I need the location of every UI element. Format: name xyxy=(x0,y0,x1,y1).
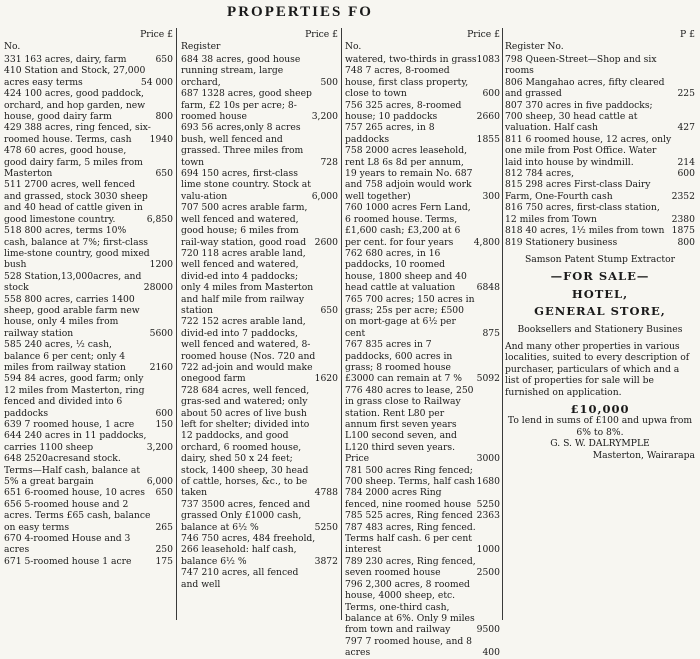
listing-price: 3872 xyxy=(314,555,338,567)
listing-text: 671 5-roomed house 1 acre xyxy=(4,555,132,567)
loan-amount: £10,000 xyxy=(570,401,630,416)
listing-text: 331 163 acres, dairy, farm xyxy=(4,54,127,65)
listing-item xyxy=(505,168,695,179)
listing-text: 670 4-roomed House and 3 acres xyxy=(4,533,131,556)
listing-text: 819 Stationery business xyxy=(505,236,618,248)
listing-item xyxy=(345,385,500,453)
column-header xyxy=(4,30,173,54)
listing-text: 781 500 acres Ring fenced; 700 sheep. Terms, half cash xyxy=(345,464,476,488)
listing-price: 2660 xyxy=(476,111,500,123)
header-price: Price £ xyxy=(305,29,338,40)
listing-text: 722 152 acres arable land, divid-ed into 7 paddocks, well fenced and watered, 8-roomed house (Nos. 720 and 722 ad-join and would make onegood farm xyxy=(181,316,316,385)
listing-item xyxy=(4,294,173,340)
column-3 xyxy=(345,29,500,659)
listing-text: 518 800 acres, terms 10% cash, balance at 7%; first-class lime-stone country, good mixed bush xyxy=(4,225,150,271)
listing-item xyxy=(345,145,500,202)
listing-text: 746 750 acres, 484 freehold, 266 leasehold: half cash, balance 6½ % xyxy=(181,533,316,567)
listing-price: 9500 xyxy=(476,624,500,636)
listing-text: 784 2000 acres Ring fenced, nine roomed house xyxy=(345,487,472,510)
listing-item xyxy=(4,556,173,567)
listing-price: 2160 xyxy=(149,361,173,373)
listing-item xyxy=(181,499,338,533)
listing-price: 1620 xyxy=(314,373,338,385)
listing-item xyxy=(181,385,338,499)
listing-item xyxy=(505,225,695,236)
listing-item xyxy=(345,248,500,294)
listing-text: 787 483 acres, Ring fenced. Terms half cash. 6 per cent interest xyxy=(345,521,476,556)
listing-price: 4,800 xyxy=(473,236,500,248)
header-price: P £ xyxy=(680,29,695,40)
listing-item xyxy=(181,316,338,384)
listing-price: 5250 xyxy=(476,498,500,510)
listing-price: 175 xyxy=(155,555,173,567)
listing-price: 650 xyxy=(155,54,173,65)
header-no: Register No. xyxy=(505,40,564,52)
column-header xyxy=(505,30,695,54)
listing-price: 1680 xyxy=(476,476,500,488)
listing-item xyxy=(181,533,338,567)
listings xyxy=(505,54,695,248)
column-header xyxy=(345,30,500,54)
listing-item xyxy=(4,419,173,430)
listing-text: 757 265 acres, in 8 paddocks xyxy=(345,122,435,145)
stump-extractor-ad: Samson Patent Stump Extractor xyxy=(524,253,676,265)
header-no: No. xyxy=(345,40,362,52)
listing-item xyxy=(345,122,500,145)
listing-item xyxy=(345,465,500,488)
listing-price: 600 xyxy=(482,88,500,100)
listing-text: 639 7 roomed house, 1 acre xyxy=(4,419,135,430)
listing-item xyxy=(345,453,500,464)
listing-price: 2363 xyxy=(476,510,500,522)
listing-item xyxy=(345,522,500,556)
listing-item xyxy=(4,145,173,179)
listing-text: 720 118 acres arable land, well fenced and watered, divid-ed into 4 paddocks; only 4 miles from Masterton and half mile from railway station xyxy=(181,247,314,316)
listing-item xyxy=(181,54,338,88)
listing-text: 756 325 acres, 8-roomed house; 10 paddocks xyxy=(345,99,462,123)
listing-price: 500 xyxy=(320,76,338,88)
column-1 xyxy=(4,30,173,620)
listing-price: 800 xyxy=(677,236,695,248)
listing-item xyxy=(181,567,338,590)
many-other-properties: And many other properties in various localities, suited to every description of purchaser, particulars of which and a list of properties for sale will be furnished on application. xyxy=(505,340,690,398)
header-price: Price £ xyxy=(140,29,173,40)
listing-price: 6,850 xyxy=(146,213,173,225)
booksellers-line: Booksellers and Stationery Busines xyxy=(517,323,683,335)
listing-price: 225 xyxy=(677,88,695,100)
listing-text: 528 Station,13,000acres, and stock xyxy=(4,270,142,294)
listing-text: 815 298 acres First-class Dairy Farm, One-Fourth cash xyxy=(505,179,651,202)
listing-text: 811 6 roomed house, 12 acres, only one mile from Post Office. Water laid into house by windmill. xyxy=(505,133,672,168)
listing-price: 2352 xyxy=(671,190,695,202)
listing-price: 1940 xyxy=(149,133,173,145)
listing-price: 600 xyxy=(677,168,695,180)
listing-text: 762 680 acres, in 16 paddocks, 10 roomed house, 1800 sheep and 40 head cattle at valuation xyxy=(345,247,467,294)
listing-price: 1855 xyxy=(476,133,500,145)
listing-price: 5250 xyxy=(314,521,338,533)
listing-text: 478 60 acres, good house, good dairy farm, 5 miles from Masterton xyxy=(4,145,143,180)
listing-item xyxy=(345,579,500,636)
listing-item xyxy=(4,225,173,271)
listing-price: 650 xyxy=(320,304,338,316)
listing-item xyxy=(181,248,338,316)
for-sale-heading: —FOR SALE— xyxy=(550,269,650,284)
listing-text: 511 2700 acres, well fenced and grassed, stock 3030 sheep and 40 head of cattle given in good limestone country. xyxy=(4,179,148,225)
listing-item xyxy=(4,179,173,225)
listing-price: 6,000 xyxy=(146,476,173,488)
listing-text: 644 240 acres in 11 paddocks, carries 1100 sheep xyxy=(4,430,147,453)
page-title: PROPERTIES FO xyxy=(227,4,373,20)
agent-name: G. S. W. DALRYMPLE xyxy=(550,438,650,450)
listing-text: 707 500 acres arable farm, well fenced and watered, good house; 6 miles from rail-way station, good road xyxy=(181,202,308,248)
listing-item xyxy=(505,179,695,202)
listing-text: 812 784 acres, xyxy=(505,168,575,180)
listing-text: 585 240 acres, ½ cash, balance 6 per cent; only 4 miles from railway station xyxy=(4,339,126,373)
listing-item xyxy=(181,202,338,248)
listing-item xyxy=(4,122,173,145)
listing-text: 789 230 acres, Ring fenced, seven roomed house xyxy=(345,555,476,579)
listing-item xyxy=(181,88,338,122)
column-header xyxy=(181,30,338,54)
listings xyxy=(4,54,173,567)
listing-text: 776 480 acres to lease, 250 in grass close to Railway station. Rent L80 per annum first seven years L100 second seven, and L120 third seven years. xyxy=(345,384,474,453)
listing-item xyxy=(345,556,500,579)
column-2 xyxy=(181,30,338,620)
listing-item xyxy=(4,453,173,487)
listing-text: 797 7 roomed house, and 8 acres xyxy=(345,635,473,659)
listing-text: 684 38 acres, good house running stream, large orchard, xyxy=(181,54,301,88)
listing-item xyxy=(4,88,173,122)
listing-price: 3000 xyxy=(476,453,500,465)
listing-text: 818 40 acres, 1½ miles from town xyxy=(505,225,665,237)
listing-item xyxy=(345,202,500,248)
listing-item xyxy=(345,636,500,659)
listing-price: 5600 xyxy=(149,327,173,339)
listing-item xyxy=(4,339,173,373)
listing-price: 2380 xyxy=(671,213,695,225)
listing-price: 4788 xyxy=(314,487,338,499)
agent-location: Masterton, Wairarapa xyxy=(592,449,695,461)
listing-item xyxy=(505,134,695,168)
listing-price: 1200 xyxy=(149,259,173,271)
listing-item xyxy=(345,339,500,385)
header-no: No. xyxy=(4,40,21,52)
listing-text: 410 Station and Stock, 27,000 acres easy terms xyxy=(4,65,146,88)
listing-item xyxy=(4,430,173,453)
listing-price: 3,200 xyxy=(146,441,173,453)
listing-price: 54 000 xyxy=(140,76,173,88)
listing-item xyxy=(505,237,695,248)
listing-price: 400 xyxy=(482,647,500,659)
listing-item xyxy=(505,100,695,134)
listing-text: 765 700 acres; 150 acres in grass; 25s per acre; £500 on mort-gage at 6½ per cent xyxy=(345,293,475,339)
listing-price: 600 xyxy=(155,407,173,419)
listing-text: 728 684 acres, well fenced, gras-sed and watered; only about 50 acres of live bush left for shelter; divided into 12 paddocks, and good orchard, 6 roomed house, dairy, shed 50 x 24 feet; stock, 1400 sheep, 30 head of cattle, horses, &c., to be taken xyxy=(181,384,310,499)
listing-text: 429 388 acres, ring fenced, six-roomed house. Terms, cash xyxy=(4,122,151,145)
column-divider xyxy=(176,28,177,620)
listing-text: 760 1000 acres Fern Land, 6 roomed house. Terms, £1,600 cash; £3,200 at 6 per cent. for four years xyxy=(345,202,471,248)
listing-price: 28000 xyxy=(143,282,173,294)
listing-text: 807 370 acres in five paddocks; 700 sheep, 30 head cattle at valuation. Half cash xyxy=(505,99,653,134)
hotel-heading: HOTEL, xyxy=(571,286,629,301)
general-store-heading: GENERAL STORE, xyxy=(534,304,666,319)
listing-text: 785 525 acres, Ring fenced xyxy=(345,510,473,522)
loan-terms: To lend in sums of £100 and upwa from 6% to 8%. xyxy=(507,415,693,438)
listing-text: 796 2,300 acres, 8 roomed house, 4000 sheep, etc. Terms, one-third cash, balance at 6%. Only 9 miles from town and railway xyxy=(345,578,475,636)
listing-text: 758 2000 acres leasehold, rent L8 6s 8d per annum, 19 years to remain No. 687 and 758 adjoin would work well together) xyxy=(345,145,473,202)
listing-item xyxy=(4,54,173,65)
listing-price: 3,200 xyxy=(311,111,338,123)
column-divider xyxy=(341,28,342,620)
listing-text: 694 150 acres, first-class lime stone country. Stock at valu-ation xyxy=(181,168,311,202)
listing-item xyxy=(345,510,500,521)
listing-price: 1083 xyxy=(476,54,500,65)
listing-text: 747 210 acres, all fenced and well xyxy=(181,567,299,590)
header-price: Price £ xyxy=(467,29,500,40)
listing-price: 5092 xyxy=(476,373,500,385)
listing-text: 748 7 acres, 8-roomed house, first class property, close to town xyxy=(345,65,469,100)
listing-text: 767 835 acres in 7 paddocks, 600 acres in grass; 8 roomed house £3000 can remain at 7 % xyxy=(345,339,462,385)
listing-price: 427 xyxy=(677,122,695,134)
listing-price: 214 xyxy=(677,156,695,168)
listing-item xyxy=(345,65,500,99)
listing-price: 728 xyxy=(320,156,338,168)
listing-item xyxy=(345,294,500,340)
listing-item xyxy=(4,65,173,88)
column-divider xyxy=(502,28,503,620)
listing-item xyxy=(345,100,500,123)
listing-item xyxy=(181,122,338,168)
listing-text: Price xyxy=(345,453,370,465)
listing-item xyxy=(4,499,173,533)
listing-price: 2600 xyxy=(314,236,338,248)
listing-item xyxy=(4,487,173,498)
listing-price: 650 xyxy=(155,168,173,180)
listing-price: 6,000 xyxy=(311,190,338,202)
listing-item xyxy=(181,168,338,202)
listing-item xyxy=(345,487,500,510)
listing-text: 737 3500 acres, fenced and grassed Only £1000 cash, balance at 6½ % xyxy=(181,498,311,533)
listing-text: 656 5-roomed house and 2 acres. Terms £65 cash, balance on easy terms xyxy=(4,498,151,533)
column-4 xyxy=(505,30,695,620)
listing-text: 558 800 acres, carries 1400 sheep, good arable farm new house, only 4 miles from railway station xyxy=(4,293,140,339)
listing-price: 1000 xyxy=(476,544,500,556)
listing-item xyxy=(4,533,173,556)
listing-text: 798 Queen-Street—Shop and six rooms xyxy=(505,54,657,77)
listing-item xyxy=(505,202,695,225)
listing-text: 693 56 acres,only 8 acres bush, well fenced and grassed. Three miles from town xyxy=(181,122,304,168)
listing-text: 806 Mangahao acres, fifty cleared and grassed xyxy=(505,76,665,100)
listing-price: 2500 xyxy=(476,567,500,579)
listing-price: 1875 xyxy=(671,225,695,237)
listing-text: 648 2520acresand stock. Terms—Half cash, balance at 5% a great bargain xyxy=(4,453,141,488)
listings xyxy=(181,54,338,590)
listing-price: 265 xyxy=(155,521,173,533)
listing-text: watered, two-thirds in grass xyxy=(345,54,477,65)
listing-price: 875 xyxy=(482,327,500,339)
header-no: Register xyxy=(181,40,221,52)
listing-price: 650 xyxy=(155,487,173,499)
listing-item xyxy=(505,77,695,100)
listing-text: 816 750 acres, first-class station, 12 miles from Town xyxy=(505,202,660,225)
listing-price: 150 xyxy=(155,419,173,430)
listing-price: 6848 xyxy=(476,282,500,294)
listing-text: 687 1328 acres, good sheep farm, £2 10s per acre; 8-roomed house xyxy=(181,88,312,123)
listing-item xyxy=(4,373,173,419)
listing-item xyxy=(4,271,173,294)
listing-item xyxy=(505,54,695,77)
listing-price: 250 xyxy=(155,544,173,556)
listing-text: 424 100 acres, good paddock, orchard, and hop garden, new house, good dairy farm xyxy=(4,88,146,123)
listing-price: 800 xyxy=(155,111,173,123)
listing-text: 594 84 acres, good farm; only 12 miles from Masterton, ring fenced and divided into 6 paddocks xyxy=(4,373,145,419)
listing-price: 300 xyxy=(482,190,500,202)
listing-text: 651 6-roomed house, 10 acres xyxy=(4,487,145,499)
listings xyxy=(345,54,500,659)
listing-item xyxy=(345,54,500,65)
